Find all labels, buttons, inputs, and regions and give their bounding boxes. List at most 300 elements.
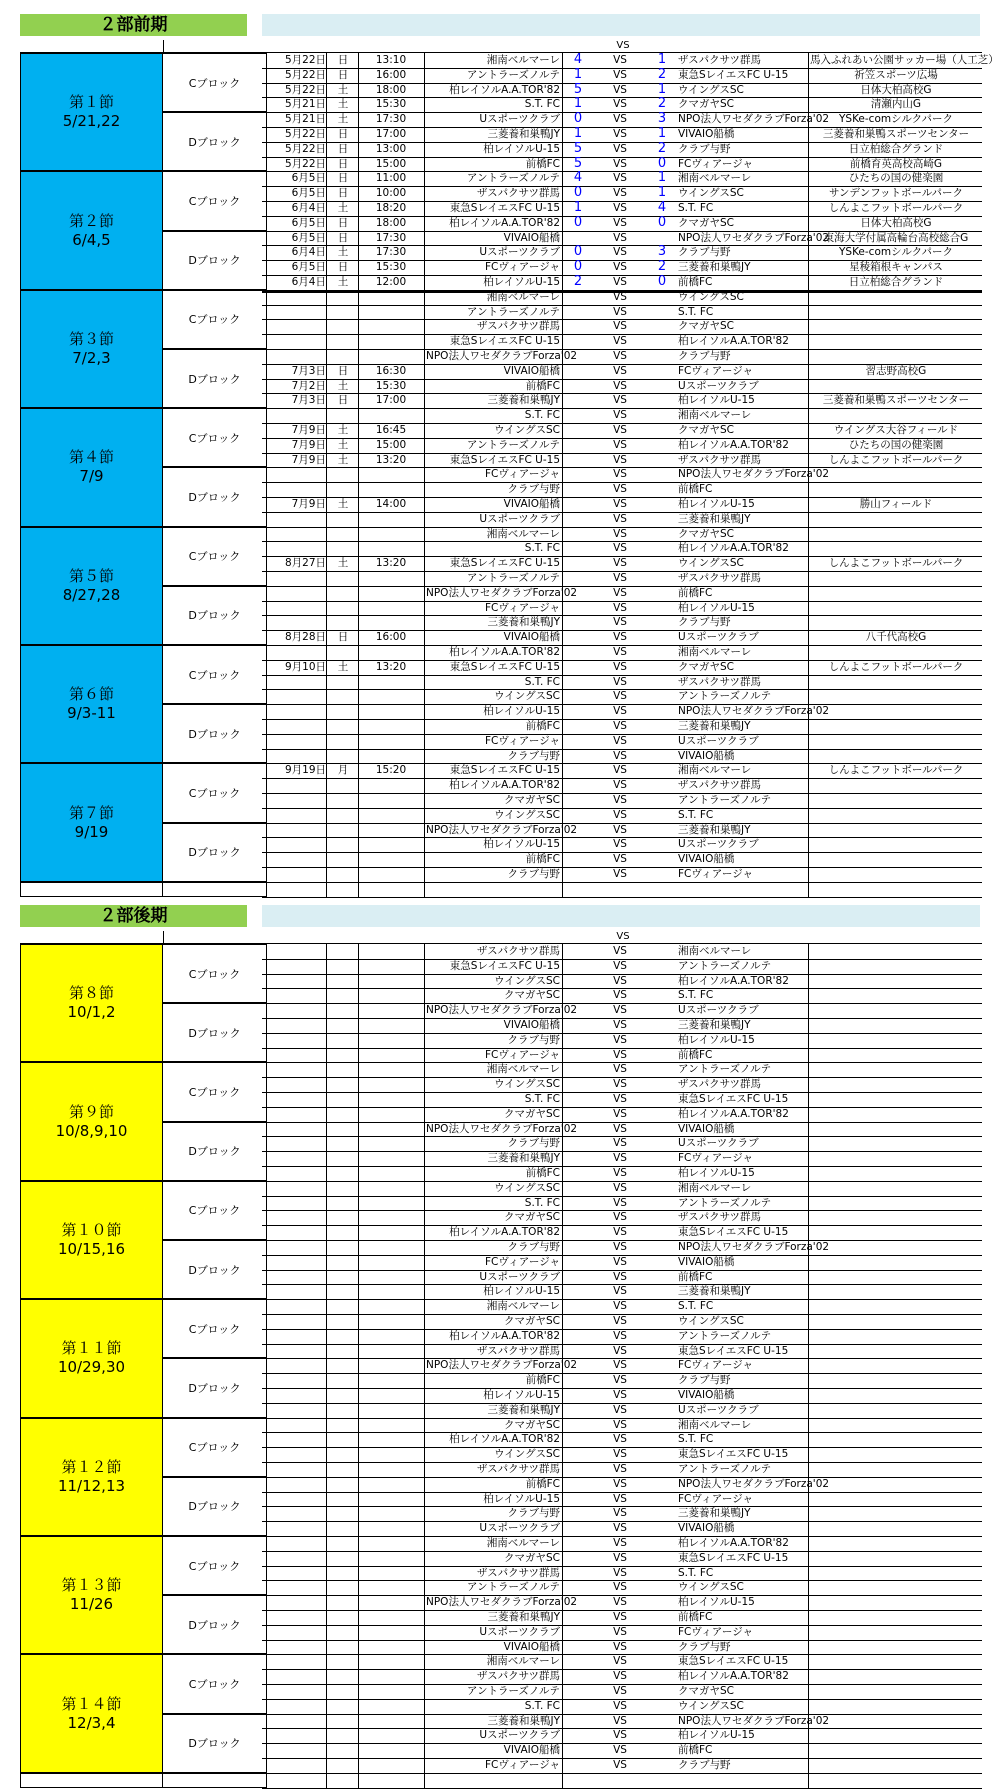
home-team: ザスパクサツ群馬 [477,187,560,200]
home-team: クラブ与野 [507,483,560,496]
vs-label: VS [613,1241,627,1253]
home-score [564,527,592,541]
away-score [648,1551,676,1565]
column-divider [326,275,327,290]
away-score [648,974,676,988]
match-row [262,1610,982,1626]
column-divider [326,852,327,867]
away-score [648,379,676,393]
away-team: 前橋FC [678,483,713,496]
home-score: 2 [573,274,583,289]
away-team: 三菱養和巣鴨JY [678,1285,751,1298]
column-divider [562,216,563,231]
column-divider [424,645,425,660]
away-team: ザスパクサツ群馬 [678,1078,761,1091]
home-team: 東急SレイエスFC U-15 [449,453,560,466]
column-divider [358,112,359,127]
match-time: 11:00 [375,172,407,185]
home-score [564,423,592,437]
match-row [262,974,982,990]
block-label: Cブロック [188,550,241,564]
home-team: FCヴィアージャ [484,261,560,274]
column-divider [562,1521,563,1536]
vs-label: VS [613,1152,627,1165]
column-divider [326,408,327,423]
column-divider [808,216,809,231]
column-divider [424,438,425,453]
match-row [262,1018,982,1034]
match-row [262,1669,982,1685]
round-dates: 12/3,4 [67,1713,116,1732]
column-divider [562,1062,563,1077]
match-time [360,944,422,958]
column-divider [326,808,327,823]
match-day [329,349,357,363]
column-divider [808,586,809,601]
column-divider [358,201,359,216]
vs-label: VS [613,764,627,777]
match-time: 16:30 [375,364,407,377]
column-divider [808,1284,809,1299]
home-team: 前橋FC [525,1477,560,1490]
column-divider [562,1714,563,1729]
match-day [329,852,357,866]
column-divider [424,1122,425,1137]
column-divider [424,216,425,231]
match-day [329,541,357,555]
match-date [264,719,326,733]
away-team: 柏レイソルA.A.TOR'82 [678,335,789,348]
column-divider [562,1418,563,1433]
home-score [564,305,592,319]
home-score [564,1299,592,1313]
away-score [648,423,676,437]
column-divider [358,1654,359,1669]
home-team: NPO法人ワセダクラブForza'02 [426,586,578,599]
home-score [564,689,592,703]
home-score [564,1640,592,1654]
match-row [262,1625,982,1641]
column-divider [808,142,809,157]
match-date [264,305,326,319]
home-team: FCヴィアージャ [484,734,560,747]
match-time [360,704,422,718]
away-team: 東急SレイエスFC U-15 [678,1551,789,1564]
vs-label: VS [613,1048,627,1061]
away-score: 0 [657,214,667,230]
away-team: アントラーズノルテ [678,1329,772,1342]
away-team: ウイングスSC [678,187,744,200]
home-score [564,1610,592,1624]
column-divider [358,882,359,897]
match-date [264,349,326,363]
column-divider [424,1580,425,1595]
column-divider [358,1048,359,1063]
column-divider [562,1640,563,1655]
block-cell [163,1358,267,1417]
away-team: VIVAIO船橋 [678,1255,735,1268]
column-divider [562,1536,563,1551]
column-divider [358,142,359,157]
away-team: 前橋FC [678,586,713,599]
column-divider [424,393,425,408]
vs-label: VS [613,1374,627,1387]
home-score [564,763,592,777]
home-score [564,290,592,304]
column-divider [808,630,809,645]
away-score [648,778,676,792]
column-divider [326,719,327,734]
match-row [262,1432,982,1448]
column-divider [326,245,327,260]
column-divider [562,1669,563,1684]
vs-label: VS [613,974,627,987]
match-date [264,1196,326,1210]
column-divider [424,704,425,719]
home-team: クラブ与野 [507,868,560,880]
match-date [264,527,326,541]
round-dates: 11/26 [69,1595,114,1614]
vs-label: VS [613,1285,627,1298]
match-day [329,1477,357,1491]
match-venue [810,988,982,1002]
column-divider [562,734,563,749]
column-divider [326,1077,327,1092]
match-date [264,1077,326,1091]
away-team: S.T. FC [678,202,714,214]
column-divider [358,1196,359,1211]
vs-label: VS [613,1611,627,1623]
match-day [329,1536,357,1550]
column-divider [326,349,327,364]
match-day: 日 [337,631,349,644]
match-day [329,1610,357,1624]
block-label: Cブロック [188,1085,241,1099]
match-venue [810,1373,982,1387]
home-score [564,1714,592,1728]
away-score [648,749,676,763]
column-divider [808,1314,809,1329]
column-divider [808,231,809,246]
match-time [360,808,422,822]
column-divider [808,719,809,734]
away-score [648,704,676,718]
away-team: アントラーズノルテ [678,1196,772,1209]
vs-label: VS [613,1167,627,1179]
match-venue [810,1447,982,1461]
away-team: 柏レイソルU-15 [678,1596,755,1609]
column-divider [424,290,425,305]
column-divider [358,1018,359,1033]
column-divider [808,749,809,764]
away-team: FCヴィアージャ [678,1492,754,1505]
block-label: Cブロック [188,967,241,981]
column-divider [808,1566,809,1581]
column-divider [358,1270,359,1285]
column-divider [808,157,809,172]
away-score [648,1225,676,1239]
match-row [262,379,982,395]
away-team: 三菱養和巣鴨JY [678,823,751,836]
column-divider [326,497,327,512]
column-divider [424,379,425,394]
column-divider [424,127,425,142]
match-day: 日 [337,394,349,407]
away-team: ザスパクサツ群馬 [678,779,761,792]
match-day [329,1270,357,1284]
column-divider [358,1210,359,1225]
match-venue [810,1418,982,1432]
column-divider [562,1684,563,1699]
column-divider [562,1166,563,1181]
column-divider [808,68,809,83]
away-score [648,763,676,777]
column-divider [808,1462,809,1477]
match-day [329,290,357,304]
away-score [648,1684,676,1698]
home-team: S.T. FC [524,1699,560,1712]
home-score [564,1003,592,1017]
column-divider [358,1062,359,1077]
match-date [264,1699,326,1713]
column-divider [358,1521,359,1536]
match-time: 15:00 [375,157,407,170]
match-time: 15:20 [375,764,407,777]
home-team: 前橋FC [525,379,560,392]
round-dates: 8/27,28 [62,585,121,604]
column-divider [358,763,359,778]
away-team: FCヴィアージャ [678,1152,754,1165]
match-venue [810,823,982,837]
block-label: Dブロック [188,609,241,623]
match-time [360,1625,422,1639]
match-venue [810,1358,982,1372]
block-cell [163,53,267,112]
match-day [329,719,357,733]
match-row [262,1506,982,1522]
column-divider [562,1048,563,1063]
column-divider [808,1107,809,1122]
match-day [329,808,357,822]
match-row [262,157,982,173]
match-date [264,1551,326,1565]
match-date [264,541,326,555]
away-score [648,1062,676,1076]
vs-label: VS [613,216,627,229]
match-day [329,988,357,1002]
match-row [262,1107,982,1123]
match-time [360,1610,422,1624]
home-score [564,1196,592,1210]
away-score [648,1418,676,1432]
vs-label: VS [613,1581,627,1594]
vs-label: VS [613,1566,627,1579]
round-name: 第１２節 [61,1457,122,1476]
match-row [262,1344,982,1360]
vs-label: VS [613,572,627,584]
block-cell [163,1595,267,1654]
home-team: クマガヤSC [504,794,560,806]
home-team: Uスポーツクラブ [479,1270,560,1283]
vs-label: VS [613,172,627,185]
column-divider [424,1714,425,1729]
column-divider [358,231,359,246]
away-score [648,393,676,407]
column-divider [326,1196,327,1211]
match-time [360,1758,422,1772]
home-team: 湘南ベルマーレ [486,1655,560,1668]
match-row [262,556,982,572]
away-team: 東急SレイエスFC U-15 [678,1655,789,1668]
match-venue [810,1654,982,1668]
home-team: クマガヤSC [504,1315,560,1327]
vs-label: VS [613,142,627,155]
column-divider [424,1595,425,1610]
match-venue [810,837,982,851]
block-cell [163,1181,267,1240]
vs-label: VS [613,868,627,880]
column-divider [326,1699,327,1714]
vs-label: VS [613,202,627,214]
match-row [262,988,982,1004]
column-divider [326,1447,327,1462]
away-score [648,837,676,851]
column-divider [358,97,359,112]
match-date: 7月9日 [291,424,326,436]
home-team: 柏レイソルU-15 [483,276,560,288]
match-day [329,1196,357,1210]
column-divider [326,231,327,246]
match-time [360,1669,422,1683]
column-divider [424,974,425,989]
block-label: Dブロック [188,1500,241,1514]
column-divider [424,719,425,734]
home-score [564,1062,592,1076]
column-divider [424,1033,425,1048]
match-date [264,1654,326,1668]
match-date: 6月5日 [291,172,326,185]
home-team: ザスパクサツ群馬 [477,1566,560,1579]
match-day [329,1669,357,1683]
away-team: クマガヤSC [678,1685,734,1697]
column-divider [562,882,563,897]
match-venue: 三菱養和巣鴨スポーツセンター [822,128,970,140]
match-venue [810,1684,982,1698]
away-team: クラブ与野 [678,350,731,362]
match-row [262,527,982,543]
home-score [564,482,592,496]
match-date [264,1329,326,1343]
away-score [648,1077,676,1091]
column-divider [358,1358,359,1373]
home-score: 1 [573,66,583,82]
column-divider [326,988,327,1003]
home-team: FCヴィアージャ [484,468,560,481]
away-score [648,1166,676,1180]
column-divider [424,1373,425,1388]
round-dates: 10/1,2 [67,1003,116,1022]
block-label: Dブロック [188,1618,241,1632]
column-divider [808,1225,809,1240]
match-date [264,319,326,333]
match-day [329,1122,357,1136]
home-score [564,808,592,822]
vs-label: VS [613,231,627,244]
match-date [264,704,326,718]
match-time: 15:30 [375,379,407,392]
match-venue [810,1669,982,1683]
match-venue [810,408,982,422]
match-time [360,305,422,319]
match-time [360,1728,422,1742]
match-time [360,1418,422,1432]
away-score [648,1536,676,1550]
vs-label: VS [613,660,627,673]
home-score: 0 [573,111,583,127]
away-team: NPO法人ワセダクラブForza'02 [678,1477,830,1490]
match-row [262,1329,982,1345]
match-date [264,1107,326,1121]
home-score [564,1492,592,1506]
match-date: 6月5日 [291,187,326,200]
column-divider [358,1758,359,1773]
match-time: 16:45 [375,424,407,436]
column-divider [326,453,327,468]
column-divider [808,127,809,142]
column-divider [562,334,563,349]
away-score [648,867,676,881]
match-time: 16:00 [375,631,407,644]
column-divider [358,364,359,379]
vs-label: VS [613,705,627,718]
vs-label: VS [613,675,627,688]
column-divider [326,1166,327,1181]
match-venue [810,1432,982,1446]
vs-label: VS [613,305,627,318]
home-score: 1 [573,126,583,141]
vs-label: VS [613,1759,627,1771]
home-score: 5 [573,81,583,97]
column-divider [808,112,809,127]
column-divider [358,571,359,586]
vs-label: VS [613,483,627,496]
column-divider [326,1536,327,1551]
away-team: 前橋FC [678,1048,713,1061]
match-date [264,793,326,807]
match-time [360,571,422,585]
match-venue [810,1580,982,1594]
away-score [648,1003,676,1017]
match-day [329,1181,357,1195]
column-divider [358,379,359,394]
vs-label: VS [613,945,627,957]
home-team: 前橋FC [525,1167,560,1179]
home-score [564,1388,592,1402]
home-team: 柏レイソルU-15 [483,705,560,718]
match-venue: 前橋育英高校高崎G [849,157,943,170]
match-venue [810,1062,982,1076]
match-date: 5月22日 [284,142,326,155]
match-date [264,1181,326,1195]
away-score: 1 [657,52,667,67]
column-divider [562,127,563,142]
column-divider [562,763,563,778]
match-time [360,601,422,615]
column-divider [808,1625,809,1640]
column-divider [326,1492,327,1507]
match-row [262,245,982,261]
match-row [262,586,982,602]
